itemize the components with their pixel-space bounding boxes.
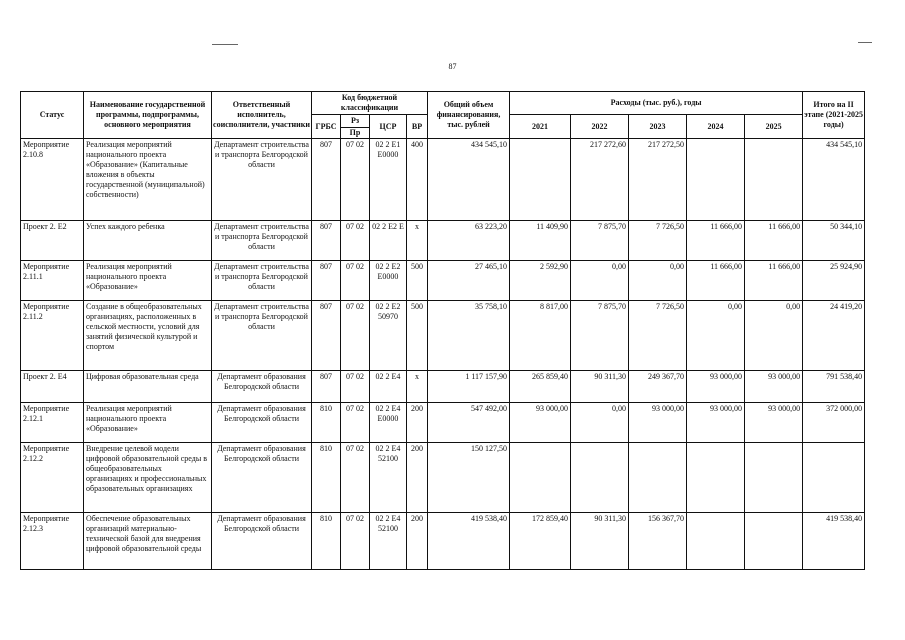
- year-2024-cell: 0,00: [687, 301, 745, 371]
- name-cell: Обеспечение образовательных организаций материально-технической базой для внедрения цифровой образовательной среды: [84, 513, 212, 570]
- executor-cell: Департамент образования Белгородской области: [212, 513, 312, 570]
- stage-total-cell: 50 344,10: [803, 221, 865, 261]
- header-expenses: Расходы (тыс. руб.), годы: [510, 92, 803, 115]
- table-row: [21, 221, 865, 261]
- header-year-2022: 2022: [571, 115, 629, 139]
- grbs-cell: 807: [312, 261, 341, 301]
- year-2022-cell: 0,00: [571, 261, 629, 301]
- year-2024-cell: 93 000,00: [687, 371, 745, 403]
- csr-cell: 02 2 E1 E0000: [370, 139, 407, 221]
- year-2023-cell: [629, 443, 687, 513]
- year-2025-cell: [745, 139, 803, 221]
- scan-mark-right: [858, 42, 872, 43]
- name-cell: Внедрение целевой модели цифровой образовательной среды в общеобразовательных организациях и профессиональных образовательных организациях: [84, 443, 212, 513]
- year-2021-cell: [510, 139, 571, 221]
- grbs-cell: 807: [312, 301, 341, 371]
- stage-total-cell: 791 538,40: [803, 371, 865, 403]
- header-year-2023: 2023: [629, 115, 687, 139]
- vr-cell: х: [407, 221, 428, 261]
- year-2024-cell: 11 666,00: [687, 261, 745, 301]
- name-cell: Реализация мероприятий национального проекта «Образование» (Капитальные вложения в объекты государственной (муниципальной) собственности): [84, 139, 212, 221]
- executor-cell: Департамент строительства и транспорта Белгородской области: [212, 261, 312, 301]
- header-year-2021: 2021: [510, 115, 571, 139]
- table-row: [21, 371, 865, 403]
- year-2024-cell: 11 666,00: [687, 221, 745, 261]
- total-cell: 35 758,10: [428, 301, 510, 371]
- total-cell: 150 127,50: [428, 443, 510, 513]
- executor-cell: Департамент образования Белгородской области: [212, 371, 312, 403]
- page-number: 87: [448, 62, 457, 71]
- name-cell: Создание в общеобразовательных организациях, расположенных в сельской местности, условий для занятий физической культурой и спортом: [84, 301, 212, 371]
- name-cell: Цифровая образовательная среда: [84, 371, 212, 403]
- grbs-cell: 810: [312, 513, 341, 570]
- table-row: [21, 139, 865, 221]
- year-2024-cell: [687, 139, 745, 221]
- vr-cell: 200: [407, 443, 428, 513]
- status-cell: Мероприятие 2.11.1: [21, 261, 84, 301]
- total-cell: 434 545,10: [428, 139, 510, 221]
- year-2022-cell: [571, 443, 629, 513]
- status-cell: Проект 2. Е4: [21, 371, 84, 403]
- year-2023-cell: 0,00: [629, 261, 687, 301]
- year-2025-cell: 93 000,00: [745, 403, 803, 443]
- year-2021-cell: 265 859,40: [510, 371, 571, 403]
- header-pr: Пр: [341, 128, 370, 139]
- name-cell: Реализация мероприятий национального проекта «Образование»: [84, 403, 212, 443]
- vr-cell: 200: [407, 513, 428, 570]
- executor-cell: Департамент строительства и транспорта Белгородской области: [212, 301, 312, 371]
- year-2021-cell: 93 000,00: [510, 403, 571, 443]
- total-cell: 419 538,40: [428, 513, 510, 570]
- stage-total-cell: 419 538,40: [803, 513, 865, 570]
- header-executor: Ответственный исполнитель, соисполнители, участники: [212, 92, 312, 139]
- executor-cell: Департамент строительства и транспорта Белгородской области: [212, 139, 312, 221]
- rzpr-cell: 07 02: [341, 443, 370, 513]
- year-2022-cell: 7 875,70: [571, 221, 629, 261]
- stage-total-cell: 372 000,00: [803, 403, 865, 443]
- table-row: [21, 443, 865, 513]
- year-2025-cell: 11 666,00: [745, 221, 803, 261]
- year-2024-cell: [687, 443, 745, 513]
- csr-cell: 02 2 E4 52100: [370, 513, 407, 570]
- table-row: [21, 261, 865, 301]
- year-2022-cell: 90 311,30: [571, 371, 629, 403]
- vr-cell: х: [407, 371, 428, 403]
- header-vr: ВР: [407, 115, 428, 139]
- grbs-cell: 810: [312, 403, 341, 443]
- name-cell: Успех каждого ребенка: [84, 221, 212, 261]
- grbs-cell: 807: [312, 139, 341, 221]
- year-2025-cell: 93 000,00: [745, 371, 803, 403]
- vr-cell: 500: [407, 301, 428, 371]
- year-2021-cell: 2 592,90: [510, 261, 571, 301]
- vr-cell: 200: [407, 403, 428, 443]
- status-cell: Мероприятие 2.11.2: [21, 301, 84, 371]
- status-cell: Мероприятие 2.12.1: [21, 403, 84, 443]
- executor-cell: Департамент образования Белгородской области: [212, 403, 312, 443]
- header-year-2024: 2024: [687, 115, 745, 139]
- rzpr-cell: 07 02: [341, 403, 370, 443]
- header-row: [21, 92, 865, 115]
- year-2021-cell: 11 409,90: [510, 221, 571, 261]
- stage-total-cell: 25 924,90: [803, 261, 865, 301]
- year-2022-cell: 217 272,60: [571, 139, 629, 221]
- year-2021-cell: 8 817,00: [510, 301, 571, 371]
- year-2025-cell: 11 666,00: [745, 261, 803, 301]
- table-row: [21, 301, 865, 371]
- total-cell: 27 465,10: [428, 261, 510, 301]
- rzpr-cell: 07 02: [341, 221, 370, 261]
- rzpr-cell: 07 02: [341, 139, 370, 221]
- grbs-cell: 807: [312, 221, 341, 261]
- csr-cell: 02 2 E4 52100: [370, 443, 407, 513]
- rzpr-cell: 07 02: [341, 301, 370, 371]
- year-2023-cell: 93 000,00: [629, 403, 687, 443]
- csr-cell: 02 2 E4: [370, 371, 407, 403]
- header-csr: ЦСР: [370, 115, 407, 139]
- header-year-2025: 2025: [745, 115, 803, 139]
- stage-total-cell: 24 419,20: [803, 301, 865, 371]
- year-2023-cell: 7 726,50: [629, 301, 687, 371]
- year-2024-cell: 93 000,00: [687, 403, 745, 443]
- total-cell: 547 492,00: [428, 403, 510, 443]
- year-2024-cell: [687, 513, 745, 570]
- executor-cell: Департамент строительства и транспорта Белгородской области: [212, 221, 312, 261]
- header-rz: Рз: [341, 115, 370, 128]
- stage-total-cell: [803, 443, 865, 513]
- status-cell: Проект 2. Е2: [21, 221, 84, 261]
- csr-cell: 02 2 E2 E: [370, 221, 407, 261]
- status-cell: Мероприятие 2.12.2: [21, 443, 84, 513]
- table-row: [21, 403, 865, 443]
- name-cell: Реализация мероприятий национального проекта «Образование»: [84, 261, 212, 301]
- vr-cell: 400: [407, 139, 428, 221]
- rzpr-cell: 07 02: [341, 513, 370, 570]
- header-total-funding: Общий объем финансирования, тыс. рублей: [428, 92, 510, 139]
- header-budget-code: Код бюджетной классификации: [312, 92, 428, 115]
- year-2022-cell: 0,00: [571, 403, 629, 443]
- year-2023-cell: 7 726,50: [629, 221, 687, 261]
- rzpr-cell: 07 02: [341, 261, 370, 301]
- rzpr-cell: 07 02: [341, 371, 370, 403]
- total-cell: 1 117 157,90: [428, 371, 510, 403]
- year-2022-cell: 90 311,30: [571, 513, 629, 570]
- csr-cell: 02 2 E2 50970: [370, 301, 407, 371]
- year-2025-cell: 0,00: [745, 301, 803, 371]
- executor-cell: Департамент образования Белгородской области: [212, 443, 312, 513]
- header-stage-total: Итого на II этапе (2021-2025 годы): [803, 92, 865, 139]
- year-2022-cell: 7 875,70: [571, 301, 629, 371]
- scan-mark-left: [212, 44, 238, 45]
- table-row: [21, 513, 865, 570]
- year-2021-cell: [510, 443, 571, 513]
- vr-cell: 500: [407, 261, 428, 301]
- year-2021-cell: 172 859,40: [510, 513, 571, 570]
- status-cell: Мероприятие 2.12.3: [21, 513, 84, 570]
- year-2025-cell: [745, 443, 803, 513]
- csr-cell: 02 2 E4 E0000: [370, 403, 407, 443]
- grbs-cell: 807: [312, 371, 341, 403]
- header-name: Наименование государственной программы, подпрограммы, основного мероприятия: [84, 92, 212, 139]
- year-2023-cell: 217 272,50: [629, 139, 687, 221]
- header-grbs: ГРБС: [312, 115, 341, 139]
- year-2023-cell: 249 367,70: [629, 371, 687, 403]
- year-2023-cell: 156 367,70: [629, 513, 687, 570]
- total-cell: 63 223,20: [428, 221, 510, 261]
- header-status: Статус: [21, 92, 84, 139]
- grbs-cell: 810: [312, 443, 341, 513]
- budget-table: [20, 91, 865, 570]
- year-2025-cell: [745, 513, 803, 570]
- stage-total-cell: 434 545,10: [803, 139, 865, 221]
- csr-cell: 02 2 E2 E0000: [370, 261, 407, 301]
- status-cell: Мероприятие 2.10.8: [21, 139, 84, 221]
